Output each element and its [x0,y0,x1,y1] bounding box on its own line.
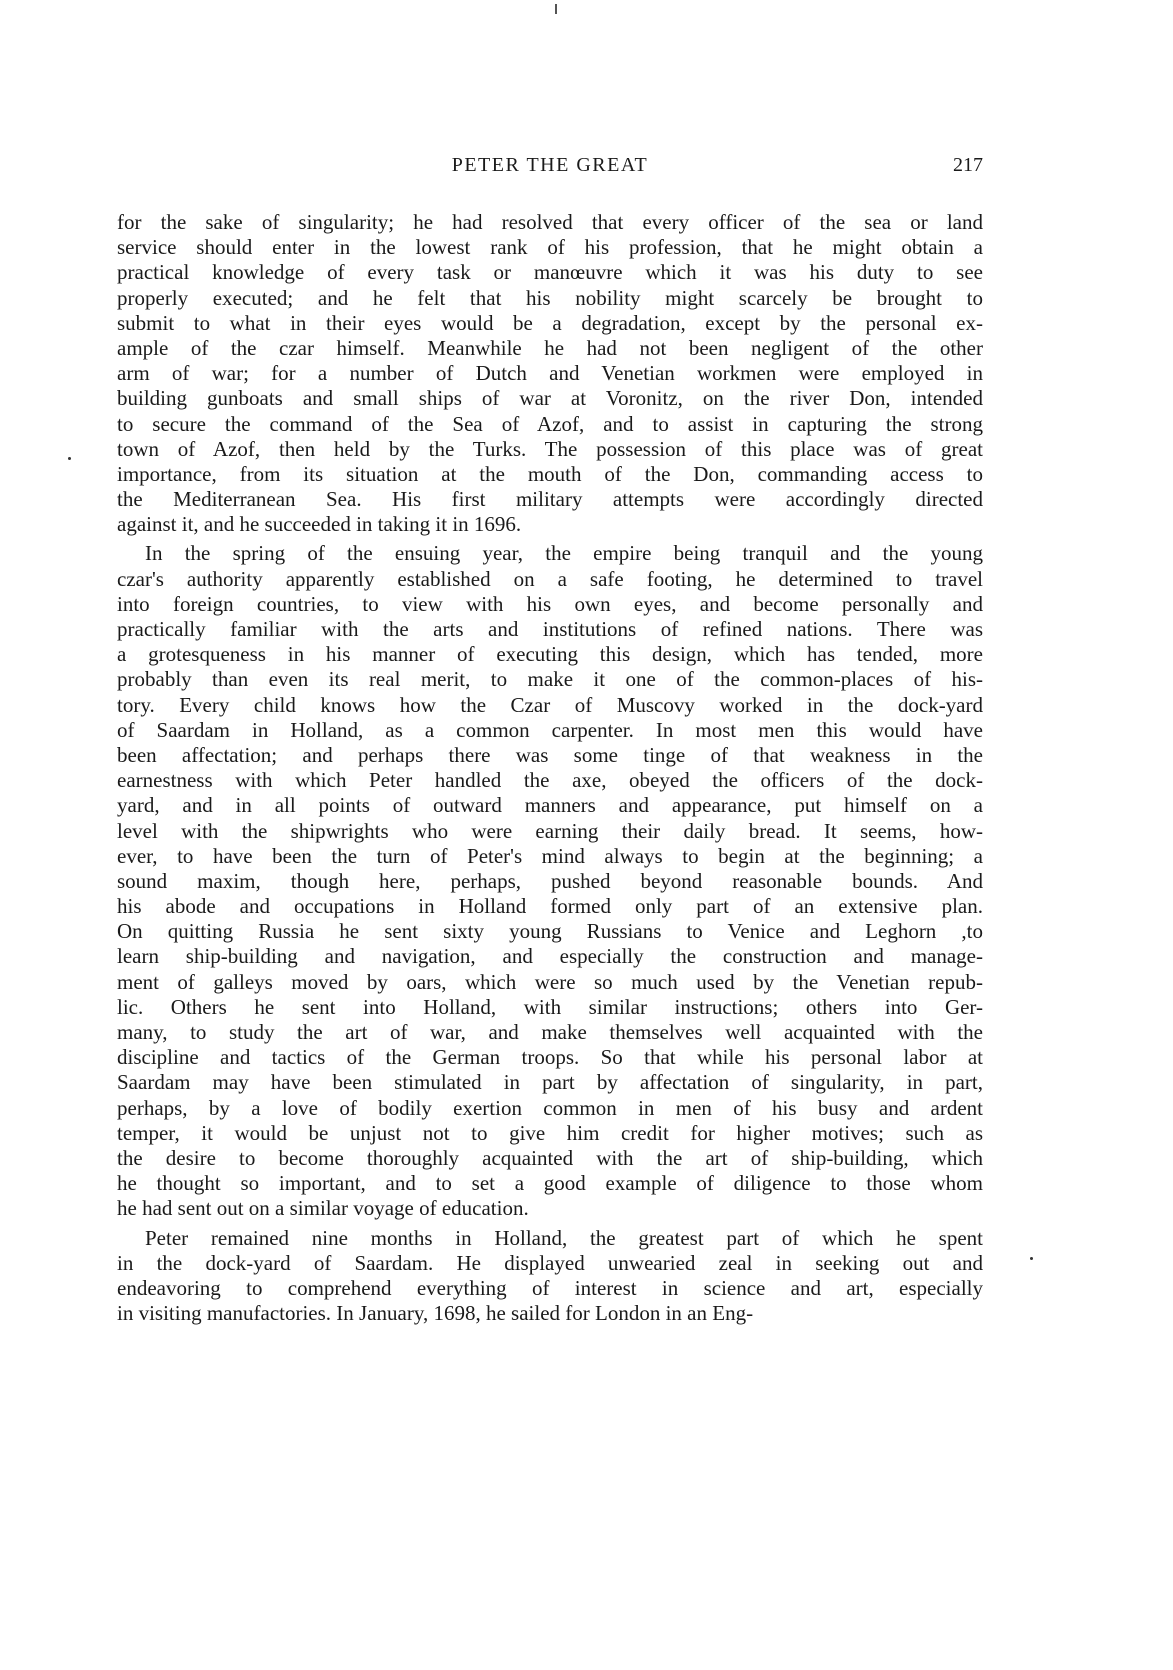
text-line: to secure the command of the Sea of Azof, and to assist in capturing the strong [117,411,983,436]
text-line: of Saardam in Holland, as a common carpenter. In most men this would have [117,717,983,742]
text-line: In the spring of the ensuing year, the empire being tranquil and the young [145,541,983,566]
paragraph [117,210,983,537]
paragraph [117,1226,983,1327]
text-line: learn ship-building and navigation, and especially the construction and manage- [117,944,983,969]
text-line: ment of galleys moved by oars, which were so much used by the Venetian repub- [117,969,983,994]
text-line: ever, to have been the turn of Peter's mind always to begin at the beginning; a [117,843,983,868]
text-line: he thought so important, and to set a good example of diligence to those whom [117,1171,983,1196]
text-line: discipline and tactics of the German troops. So that while his personal labor at [117,1045,983,1070]
text-line: lic. Others he sent into Holland, with similar instructions; others into Ger- [117,994,983,1019]
paragraph [117,541,983,1221]
text-line: many, to study the art of war, and make themselves well acquainted with the [117,1020,983,1044]
text-line: arm of war; for a number of Dutch and Venetian workmen were employed in [117,361,983,386]
page-number: 217 [953,154,983,176]
text-line: been affectation; and perhaps there was some tinge of that weakness in the [117,742,983,767]
text-line: importance, from its situation at the mouth of the Don, commanding access to [117,461,983,486]
running-head [117,154,983,184]
text-line: in the dock-yard of Saardam. He displayed unwearied zeal in seeking out and [117,1250,983,1275]
text-line: Peter remained nine months in Holland, the greatest part of which he spent [145,1225,983,1250]
print-mark [555,4,557,14]
text-line: ample of the czar himself. Meanwhile he had not been negligent of the other [117,335,983,360]
text-line: service should enter in the lowest rank of his profession, that he might obtain a [117,235,983,260]
text-line: in visiting manufactories. In January, 1698, he sailed for London in an Eng- [117,1301,754,1326]
text-line: his abode and occupations in Holland formed only part of an extensive plan. [117,894,983,919]
text-line: temper, it would be unjust not to give him credit for higher motives; such as [117,1120,983,1145]
text-line: perhaps, by a love of bodily exertion common in men of his busy and ardent [117,1095,983,1120]
text-line: a grotesqueness in his manner of executing this design, which has tended, more [117,642,983,667]
text-line: probably than even its real merit, to make it one of the common-places of his- [117,667,983,692]
text-line: properly executed; and he felt that his nobility might scarcely be brought to [117,285,983,310]
body-text [117,210,983,1326]
running-title: PETER THE GREAT [451,154,649,176]
text-line: submit to what in their eyes would be a degradation, except by the personal ex- [117,310,983,335]
text-line: level with the shipwrights who were earning their daily bread. It seems, how- [117,818,983,843]
text-line: town of Azof, then held by the Turks. The possession of this place was of great [117,436,983,461]
text-line: into foreign countries, to view with his own eyes, and become personally and [117,591,983,616]
ink-speck [1030,1257,1033,1260]
text-line: the desire to become thoroughly acquainted with the art of ship-building, which [117,1145,983,1170]
text-line: On quitting Russia he sent sixty young Russians to Venice and Leghorn ,to [117,919,983,944]
text-line: Saardam may have been stimulated in part by affectation of singularity, in part, [117,1070,983,1095]
text-line: practically familiar with the arts and institutions of refined nations. There was [117,617,983,641]
text-line: endeavoring to comprehend everything of interest in science and art, especially [117,1275,983,1300]
text-line: he had sent out on a similar voyage of education. [117,1196,529,1221]
text-line: sound maxim, though here, perhaps, pushed beyond reasonable bounds. And [117,868,983,893]
text-line: practical knowledge of every task or manœuvre which it was his duty to see [117,260,983,285]
text-line: the Mediterranean Sea. His first military attempts were accordingly directed [117,487,983,512]
text-line: against it, and he succeeded in taking it in 1696. [117,512,522,537]
text-line: for the sake of singularity; he had resolved that every officer of the sea or land [117,210,983,234]
text-line: yard, and in all points of outward manners and appearance, put himself on a [117,793,983,818]
text-line: czar's authority apparently established on a safe footing, he determined to travel [117,566,983,591]
text-line: building gunboats and small ships of war at Voronitz, on the river Don, intended [117,386,983,411]
text-line: earnestness with which Peter handled the axe, obeyed the officers of the dock- [117,768,983,793]
ink-speck [68,457,71,460]
text-line: tory. Every child knows how the Czar of Muscovy worked in the dock-yard [117,692,983,717]
